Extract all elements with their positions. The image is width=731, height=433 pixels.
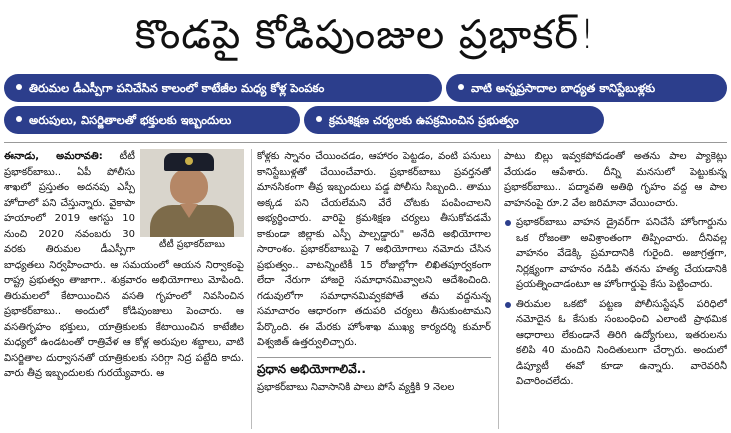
bullet-dot-icon [16, 84, 22, 90]
paragraph: టీటీ ప్రభాకర్‌బాబు.. ఏపీ పోలీసు శాఖలో ప్రస్తుతం అదనపు ఎస్పీ హోదాలో పని చేస్తున్నారు. వైకాపా హయాంలో 2019 ఆగస్టు 10 నుంచి 2020 నవంబరు 30 వరకు తిరుమల డీఎస్పీగా బాధ్యతలు నిర్వహించారు. ఆ సమయంలో ఆయన నిర్వాకంపై రాష్ట్ర ప్రభుత్వం తాజాగా.. శుక్రవారం అభియోగాలు మోపింది. తిరుమలలో కేటాయించిన వసతి గృహంలో నివసించిన ప్రభాకర్‌బాబు.. అందులో కోడిపుంజులు పెంచారు. ఆ వసతిగృహం భక్తులు, యాత్రికులకు కేటాయించిన కాటేజీల మధ్యలో ఉండటంతో రాత్రివేళ ఆ కోళ్ల అరుపుల శబ్దాలు, వాటి విసర్జితాల దుర్వాసనతో యాత్రికులకు సరిగ్గా నిద్ర పట్టేది కాదు. వారు తీవ్ర ఇబ్బందులకు గురయ్యేవారు. ఆ [4, 151, 244, 379]
subhead-1: తిరుమల డీఎస్పీగా పనిచేసిన కాలంలో కాటేజీల మధ్య కోళ్ల పెంపకం [4, 74, 442, 102]
bullet-dot-icon [16, 116, 22, 122]
section-heading: ప్రధాన అభియోగాలివే.. [257, 357, 491, 378]
bullet-item: తిరుమల ఒకటో పట్టణ పోలీసుస్టేషన్‌ పరిధిలో నమోదైన ఓ కేసుకు సంబంధించి ఎలాంటి ప్రాథమిక ఆధారాలు లేకుండానే తిరిగి ఉద్యోగులు, ఇతరులను కలిపి 40 మందిని నిందితులుగా చేర్చారు. అందులో డిప్యూటీ ఈవో కూడా ఉన్నారు. వారెవరినీ విచారించలేదు. [504, 297, 727, 390]
bullet-item: ప్రభాకర్‌బాబు వాహన డ్రైవర్‌గా పనిచేసే హోంగార్డును ఒక రోజంతా అవిశ్రాంతంగా తిప్పించారు. దీనివల్ల వాహనం వేడెక్కి ప్రమాదానికి గురైంది. అజాగ్రత్తగా, నిర్లక్ష్యంగా వాహనం నడిపి తనను హత్య చేయడానికి ప్రయత్నించాడంటూ ఆ హోంగార్డుపై కేసు పెట్టించారు. [504, 215, 727, 293]
column-3 [498, 149, 727, 429]
headline: కొండపై కోడిపుంజుల ప్రభాకర్! [134, 12, 597, 58]
subhead-3: అరుపులు, విసర్జితాలతో భక్తులకు ఇబ్బందులు [4, 106, 300, 134]
paragraph: కోళ్లకు స్నానం చేయించడం, ఆహారం పెట్టడం, వంటి పనులు కానిస్టేబుళ్లతో చేయించేవారు. ప్రభాకర్‌బాబు ప్రవర్తనతో మానసికంగా తీవ్ర ఇబ్బందులు పడ్డ పోలీసు సిబ్బంది.. తాము అక్కడ పని చేయలేమని వేరే చోటకు పంపించాలని అభ్యర్థించారు. వారిపై క్రమశిక్షణ చర్యలు తీసుకోవడమే కాకుండా జిల్లాకు ఎస్పీ పాల్పడ్డారు" అనేది అభియోగాల సారాంశం. ప్రభాకర్‌బాబుపై 7 అభియోగాలు నమోదు చేసిన ప్రభుత్వం.. వాటన్నింటికీ 15 రోజుల్లోగా లిఖితపూర్వకంగా లేదా నేరుగా హాజరై సమాధానమివ్వాలని ఆదేశించింది. గడువులోగా సమాధానమివ్వకపోతే తమ వద్దనున్న సమాచారం ఆధారంగా తదుపరి చర్యలు తీసుకుంటామని పేర్కొంది. ఈ మేరకు హోంశాఖ ముఖ్య కార్యదర్శి కుమార్ విశ్వజిత్ ఉత్తర్వులిచ్చారు. [257, 151, 491, 348]
photo-caption: టీటీ ప్రభాకర్‌బాబు [159, 239, 225, 250]
column-2 [251, 149, 491, 429]
subhead-row-2 [4, 106, 727, 134]
subhead-4: క్రమశిక్షణ చర్యలకు ఉపక్రమించిన ప్రభుత్వం [304, 106, 604, 134]
bullet-dot-icon [458, 84, 464, 90]
photo-block [140, 149, 244, 251]
column-1 [4, 149, 244, 429]
portrait-photo [140, 149, 244, 237]
bullet-dot-icon [316, 116, 322, 122]
paragraph: పాటు బిల్లు ఇవ్వకపోవడంతో అతను పాల ప్యాకెట్లు వేయడం ఆపేశారు. దీన్ని మనసులో పెట్టుకున్న ప్రభాకర్‌బాబు.. పద్మావతి అతిథి గృహం వద్ద ఆ పాల వాహనంపై రూ.2 వేల జరిమానా వేయించారు. [504, 151, 727, 209]
subhead-2: వాటి అన్నప్రసాదాల బాధ్యత కానిస్టేబుళ్లకు [446, 74, 727, 102]
article-body [4, 142, 727, 430]
paragraph: ప్రభాకర్‌బాబు నివాసానికి పాలు పోసే వ్యక్తికి 9 నెలల [257, 382, 455, 393]
subhead-row-1 [4, 74, 727, 102]
dateline: ఈనాడు, అమరావతి: [4, 151, 103, 162]
